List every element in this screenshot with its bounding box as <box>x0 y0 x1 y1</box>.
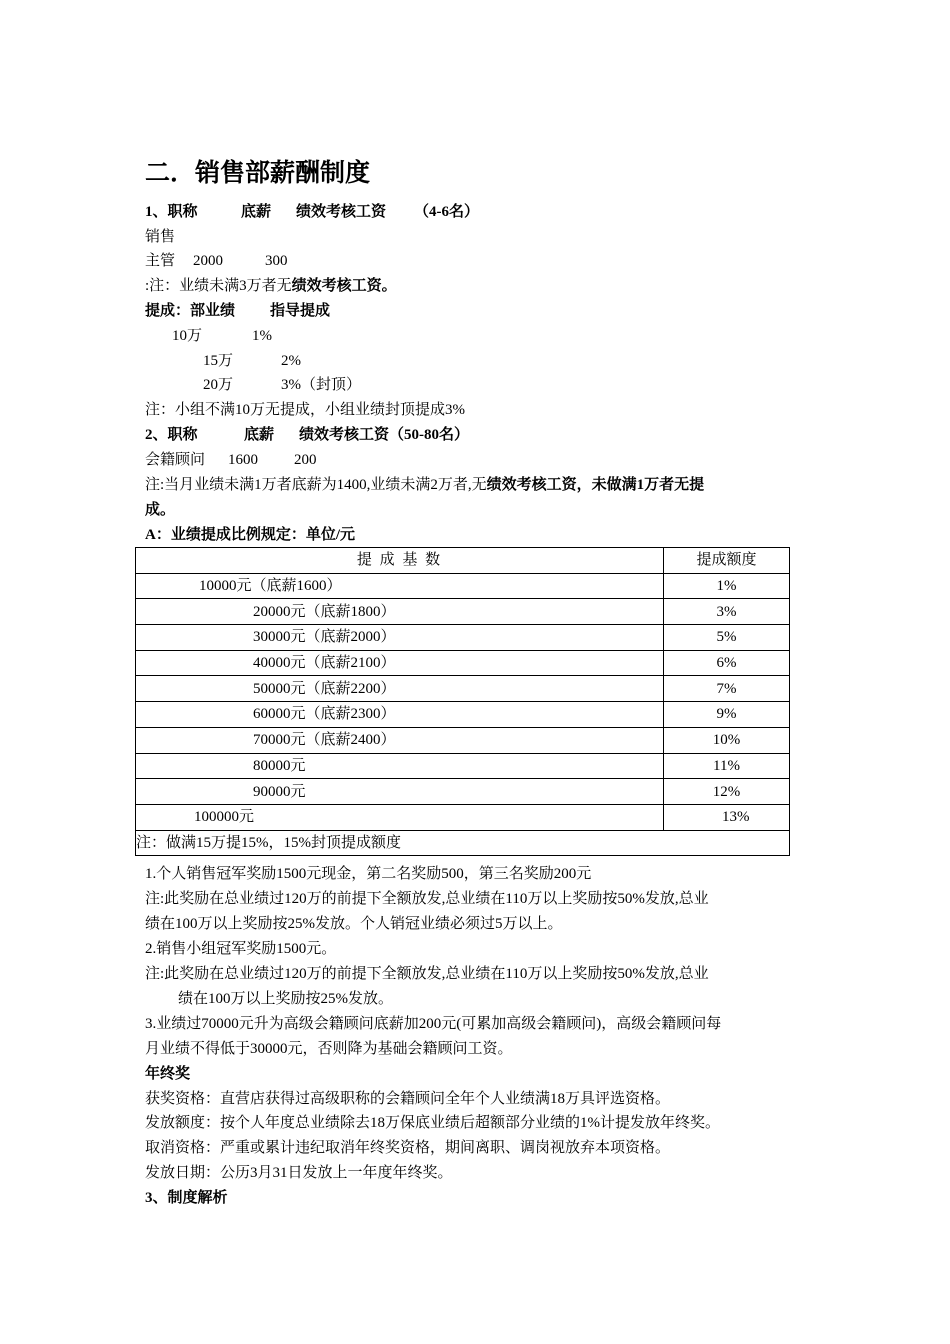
tier-amount: 20万 <box>203 377 234 393</box>
cell-rate: 6% <box>664 650 790 676</box>
cell-base: 20000元（底薪1800） <box>136 599 664 625</box>
note-consultant <box>145 475 704 495</box>
header-title: 2、职称 <box>145 427 198 443</box>
promotion-rule: 3.业绩过70000元升为高级会籍顾问底薪加200元(可累加高级会籍顾问)，高级会籍顾问每 <box>145 1016 722 1032</box>
cell-rate: 7% <box>664 676 790 702</box>
section1-header <box>145 202 479 222</box>
tier-row <box>172 326 272 346</box>
header-title: 1、职称 <box>145 204 198 220</box>
role-name: 会籍顾问 <box>145 452 206 468</box>
note-bold-text: 绩效考核工资，未做满1万者无提 <box>486 477 705 493</box>
column-header-rate: 提成额度 <box>664 548 790 574</box>
note-group-commission: 注：小组不满10万无提成，小组业绩封顶提成3% <box>145 402 465 418</box>
cell-base: 10000元（底薪1600） <box>136 573 664 599</box>
year-end-amount: 发放额度：按个人年度总业绩除去18万保底业绩后超额部分业绩的1%计提发放年终奖。 <box>145 1115 720 1131</box>
section3-header: 3、制度解析 <box>145 1190 228 1206</box>
tier-rate: 1% <box>252 328 272 344</box>
note-text: :注：业绩未满3万者无 <box>145 278 292 294</box>
year-end-payment-date: 发放日期：公历3月31日发放上一年度年终奖。 <box>145 1165 453 1181</box>
tier-row <box>203 351 301 371</box>
header-performance-pay: 绩效考核工资 <box>296 204 387 220</box>
cell-rate: 11% <box>664 753 790 779</box>
tier-rate: 2% <box>281 353 301 369</box>
tier-amount: 10万 <box>172 328 203 344</box>
year-end-bonus-title: 年终奖 <box>145 1066 191 1082</box>
cell-base: 30000元（底薪2000） <box>136 625 664 651</box>
year-end-cancellation: 取消资格：严重或累计违纪取消年终奖资格，期间离职、调岗视放弃本项资格。 <box>145 1140 671 1156</box>
award-individual-note-continued: 绩在100万以上奖励按25%发放。个人销冠业绩必须过5万以上。 <box>145 916 563 932</box>
table-row <box>136 599 790 625</box>
commission-table <box>135 547 790 856</box>
cell-rate: 1% <box>664 573 790 599</box>
cell-base: 80000元 <box>136 753 664 779</box>
role-performance-pay: 300 <box>265 253 288 269</box>
column-header-base: 提 成 基 数 <box>136 548 664 574</box>
role-performance-pay: 200 <box>294 452 317 468</box>
role-line-2 <box>145 251 288 271</box>
header-base-salary: 底薪 <box>241 204 272 220</box>
cell-base: 60000元（底薪2300） <box>136 702 664 728</box>
role-line-1: 销售 <box>145 229 176 245</box>
table-footer-row <box>136 830 790 856</box>
note-bold-text: 绩效考核工资。 <box>291 278 397 294</box>
table-row <box>136 804 790 830</box>
section2-header <box>145 425 469 445</box>
table-footer-note: 注：做满15万提15%，15%封顶提成额度 <box>136 830 790 856</box>
table-row <box>136 702 790 728</box>
table-row <box>136 676 790 702</box>
cell-rate: 10% <box>664 727 790 753</box>
note-text: 注:当月业绩未满1万者底薪为1400,业绩未满2万者,无 <box>145 477 487 493</box>
cell-base: 100000元 <box>136 804 664 830</box>
commission-label: 提成：部业绩 <box>145 303 236 319</box>
cell-base: 90000元 <box>136 779 664 805</box>
award-individual-note: 注:此奖励在总业绩过120万的前提下全额放发,总业绩在110万以上奖励按50%发放,总业 <box>145 891 709 907</box>
award-group-note-continued: 绩在100万以上奖励按25%发放。 <box>178 991 393 1007</box>
commission-header <box>145 301 330 321</box>
promotion-rule-continued: 月业绩不得低于30000元，否则降为基础会籍顾问工资。 <box>145 1041 513 1057</box>
role-line <box>145 450 317 470</box>
cell-base: 50000元（底薪2200） <box>136 676 664 702</box>
page-title: 二．销售部薪酬制度 <box>145 160 371 187</box>
role-base-salary: 2000 <box>193 253 223 269</box>
cell-rate: 3% <box>664 599 790 625</box>
cell-rate: 9% <box>664 702 790 728</box>
award-group-note: 注:此奖励在总业绩过120万的前提下全额放发,总业绩在110万以上奖励按50%发放,总业 <box>145 966 709 982</box>
note-performance <box>145 276 397 296</box>
role-name: 主管 <box>145 253 176 269</box>
cell-rate: 5% <box>664 625 790 651</box>
header-headcount: （4-6名） <box>414 204 479 220</box>
note-consultant-continued: 成。 <box>145 502 176 518</box>
table-row <box>136 573 790 599</box>
header-performance-pay: 绩效考核工资（50-80名） <box>299 427 469 443</box>
cell-rate: 13% <box>664 804 790 830</box>
role-base-salary: 1600 <box>228 452 258 468</box>
cell-rate: 12% <box>664 779 790 805</box>
award-individual: 1.个人销售冠军奖励1500元现金，第二名奖励500，第三名奖励200元 <box>145 866 592 882</box>
table-row <box>136 625 790 651</box>
tier-amount: 15万 <box>203 353 234 369</box>
table-row <box>136 650 790 676</box>
table-row <box>136 779 790 805</box>
cell-base: 70000元（底薪2400） <box>136 727 664 753</box>
cell-base: 40000元（底薪2100） <box>136 650 664 676</box>
header-base-salary: 底薪 <box>244 427 275 443</box>
tier-row <box>203 375 361 395</box>
tier-rate: 3%（封顶） <box>281 377 361 393</box>
table-title: A：业绩提成比例规定：单位/元 <box>145 527 356 543</box>
table-row <box>136 727 790 753</box>
year-end-eligibility: 获奖资格：直营店获得过高级职称的会籍顾问全年个人业绩满18万具评选资格。 <box>145 1091 671 1107</box>
award-group: 2.销售小组冠军奖励1500元。 <box>145 941 337 957</box>
table-row <box>136 753 790 779</box>
table-header-row <box>136 548 790 574</box>
guidance-commission-label: 指导提成 <box>270 303 331 319</box>
